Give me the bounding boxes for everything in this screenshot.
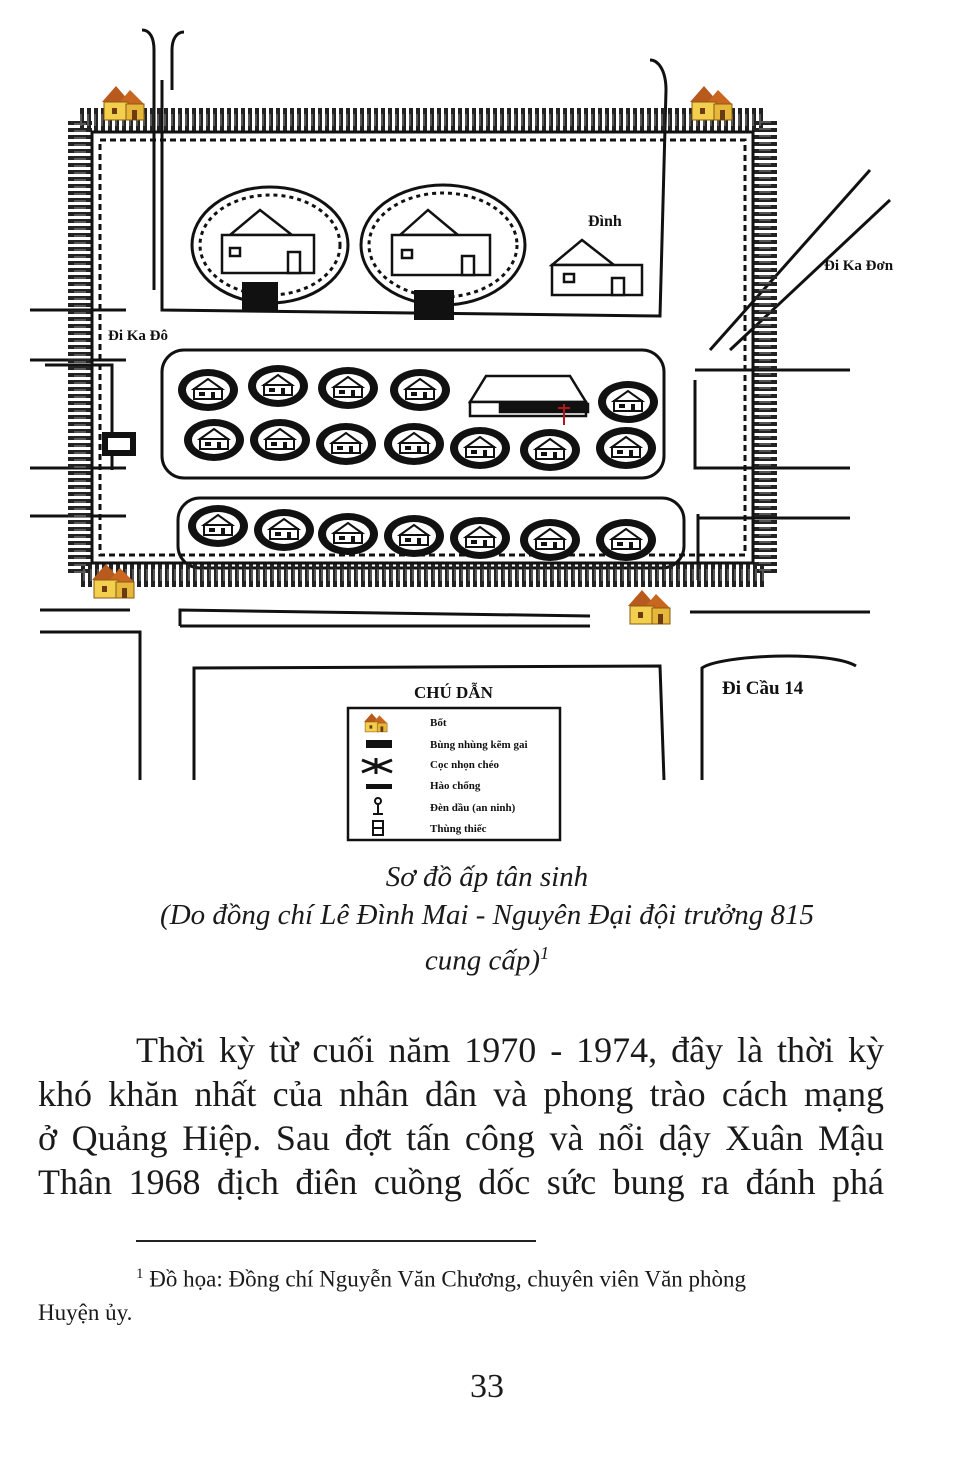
footnote-divider: [136, 1240, 536, 1242]
barbed-wire-icon: [366, 740, 392, 748]
page-number: 33: [470, 1368, 504, 1405]
legend-item-label: Thùng thiếc: [430, 823, 487, 835]
footnote-text: Đồ họa: Đồng chí Nguyễn Văn Chương, chuyên viên Văn phòng: [149, 1266, 747, 1292]
paragraph-line: khó khăn nhất của nhân dân và phong trào cách mạng: [38, 1074, 884, 1114]
label-di-ka-do: Đi Ka Đô: [108, 328, 168, 344]
legend-item-label: Hào chống: [430, 780, 481, 792]
legend-item-label: Bùng nhùng kẽm gai: [430, 739, 528, 751]
footnote-text-continued: Huyện ủy.: [38, 1299, 133, 1325]
label-di-ka-don: Đi Ka Đơn: [824, 258, 894, 274]
legend-title: CHÚ DẪN: [414, 683, 493, 702]
caption-line: [0, 934, 974, 980]
footnote: [38, 1258, 884, 1329]
legend-item-label: Bốt: [430, 717, 447, 729]
paragraph-line: ở Quảng Hiệp. Sau đợt tấn công và nổi dậy Xuân Mậu: [38, 1118, 884, 1158]
legend-item-label: Đèn dầu (an ninh): [430, 802, 516, 814]
footnote-ref: 1: [540, 943, 550, 963]
caption-line: Sơ đồ ấp tân sinh: [385, 861, 589, 893]
village-diagram: [30, 20, 910, 850]
legend: [348, 683, 560, 840]
paragraph-line: Thân 1968 địch điên cuồng dốc sức bung ra đánh phá: [38, 1162, 884, 1202]
dinh-label: Đình: [588, 213, 622, 230]
label-di-cau-14: Đi Cầu 14: [722, 678, 804, 699]
paragraph-line: Thời kỳ từ cuối năm 1970 - 1974, đây là thời kỳ: [136, 1030, 884, 1070]
trench-icon: [366, 784, 392, 789]
legend-item-label: Cọc nhọn chéo: [430, 759, 500, 771]
dinh-building: [552, 240, 642, 295]
body-paragraph: [38, 1028, 884, 1204]
footnote-mark: 1: [136, 1266, 144, 1282]
caption-line: (Do đồng chí Lê Đình Mai - Nguyên Đại đội trưởng 815: [160, 899, 814, 931]
caption-line-end: cung cấp): [424, 944, 541, 977]
figure-caption: [0, 858, 974, 980]
